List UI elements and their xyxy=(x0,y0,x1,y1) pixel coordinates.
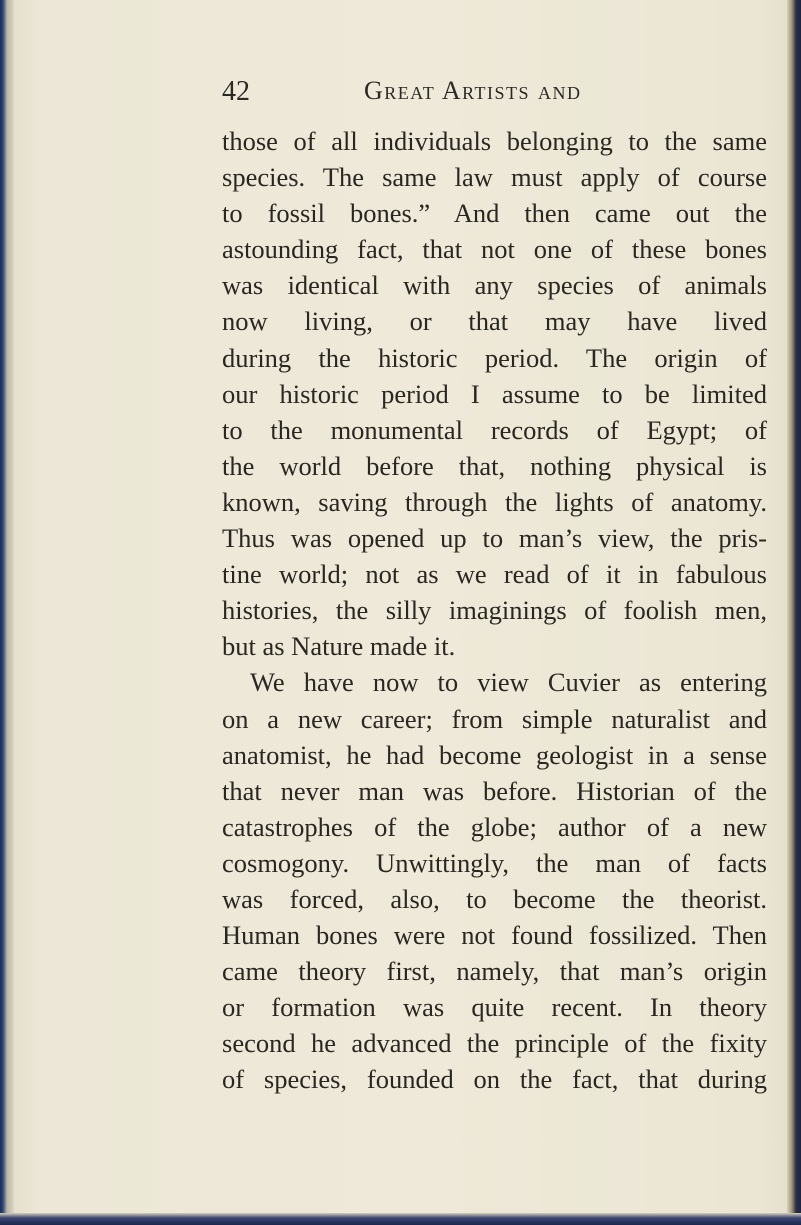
text-line: or formation was quite recent. In theory xyxy=(222,992,767,1023)
text-line: of species, founded on the fact, that during xyxy=(222,1064,767,1095)
text-line: those of all individuals belonging to the same xyxy=(222,126,767,156)
text-line: during the historic period. The origin of xyxy=(222,342,767,373)
text-line: anatomist, he had become geologist in a sense xyxy=(222,739,767,770)
running-head: Great Artists and xyxy=(364,76,582,105)
page-bottom-edge xyxy=(0,1213,801,1225)
text-line: the world before that, nothing physical is xyxy=(222,450,767,481)
page-right-edge xyxy=(787,0,801,1225)
text-line: known, saving through the lights of anatomy. xyxy=(222,486,767,517)
text-line: species. The same law must apply of course xyxy=(222,162,767,193)
text-line: cosmogony. Unwittingly, the man of facts xyxy=(222,847,767,878)
page-number: 42 xyxy=(222,76,250,107)
text-line: on a new career; from simple naturalist and xyxy=(222,703,767,734)
text-line: to fossil bones.” And then came out the xyxy=(222,198,767,229)
page-header xyxy=(222,76,642,116)
text-line: that never man was before. Historian of the xyxy=(222,775,767,806)
text-line: now living, or that may have lived xyxy=(222,306,767,337)
text-line: Thus was opened up to man’s view, the pris- xyxy=(222,523,767,554)
text-line: Human bones were not found fossilized. Then xyxy=(222,920,767,951)
text-line: catastrophes of the globe; author of a new xyxy=(222,811,767,842)
text-line: our historic period I assume to be limited xyxy=(222,378,767,409)
text-line: was forced, also, to become the theorist. xyxy=(222,883,767,914)
text-line-paragraph-start: We have now to view Cuvier as entering xyxy=(250,667,767,698)
text-line: tine world; not as we read of it in fabulous xyxy=(222,559,767,590)
text-line: to the monumental records of Egypt; of xyxy=(222,414,767,445)
text-line: second he advanced the principle of the fixity xyxy=(222,1028,767,1059)
text-line: came theory first, namely, that man’s origin xyxy=(222,956,767,987)
text-line: astounding fact, that not one of these bones xyxy=(222,234,767,265)
text-line: was identical with any species of animals xyxy=(222,270,767,301)
page-binding-edge xyxy=(0,0,14,1225)
text-line-paragraph-end: but as Nature made it. xyxy=(222,631,456,662)
text-line: histories, the silly imaginings of foolish men, xyxy=(222,595,767,626)
body-text xyxy=(222,123,767,1098)
